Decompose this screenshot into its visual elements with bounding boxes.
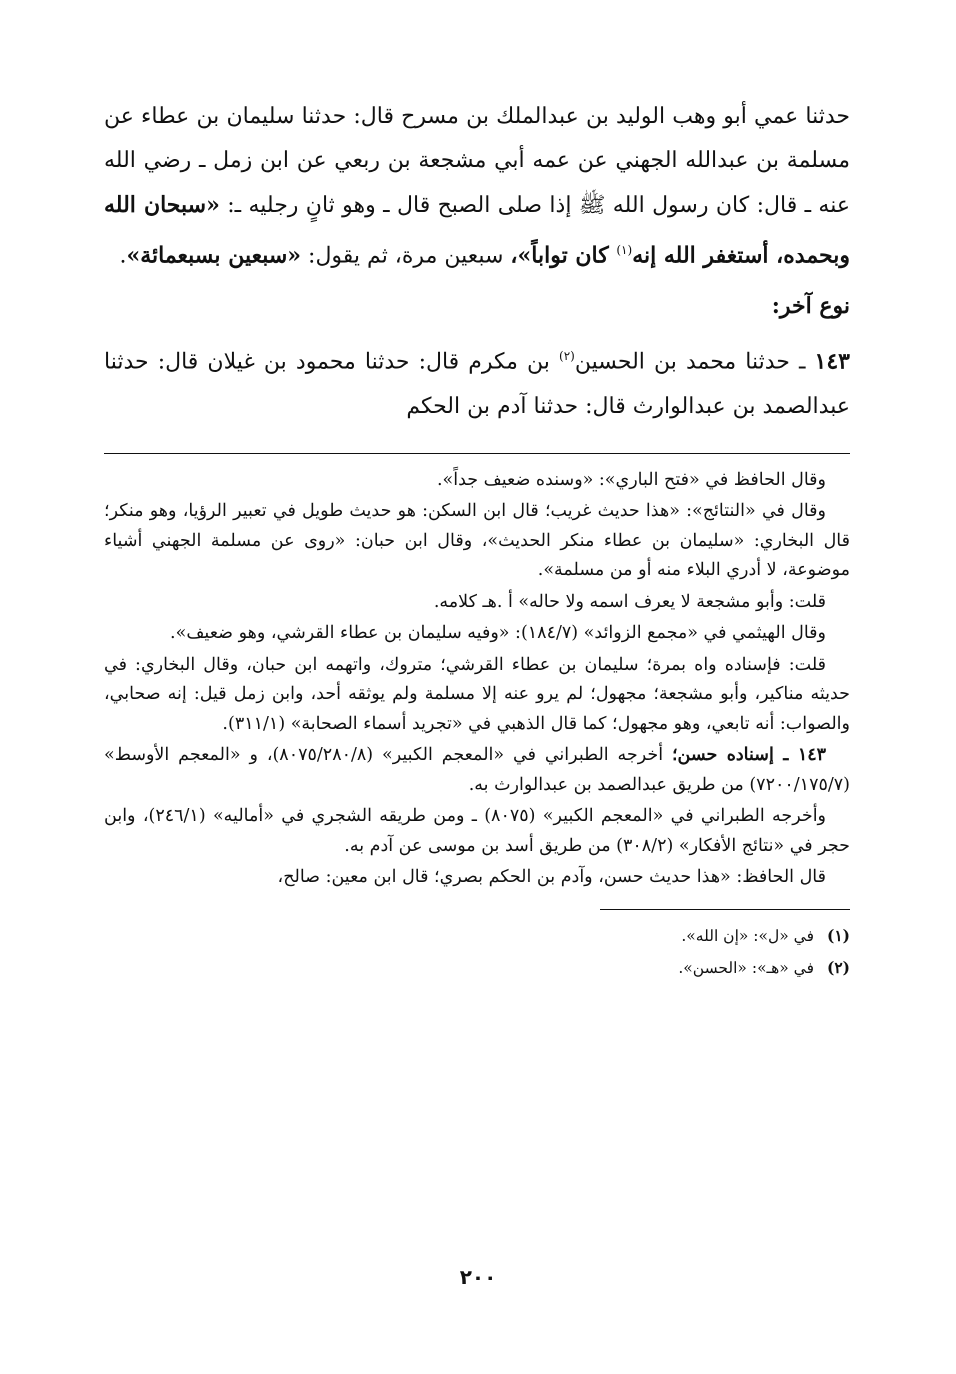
page-body bbox=[104, 95, 850, 984]
note-143-text: أخرجه الطبراني في «المعجم الكبير» (٨٠٧٥/٢٨٠/٨)، و «المعجم الأوسط» (٧٢٠٠/١٧٥/٧) من طريق عبدالصمد بن عبدالوارث به. bbox=[104, 745, 850, 795]
section-heading: نوع آخر: bbox=[771, 293, 850, 320]
section-divider bbox=[104, 453, 850, 454]
note-143 bbox=[104, 741, 850, 800]
footnotes bbox=[104, 920, 850, 984]
note-paragraph: وأخرجه الطبراني في «المعجم الكبير» (٨٠٧٥) ـ ومن طريقه الشجري في «أماليه» (٢٤٦/١)، وابن حجر في «نتائج الأفكار» (٣٠٨/٢) من طريق أسد بن موسى عن آدم به. bbox=[104, 806, 850, 856]
footnote-number: (١) bbox=[826, 925, 850, 945]
hadith-143-text-2: بن مكرم قال: حدثنا محمود بن غيلان قال: حدثنا عبدالصمد بن عبدالوارث قال: حدثنا آدم بن الحكم bbox=[104, 349, 850, 419]
hadith-number: ١٤٣ bbox=[814, 348, 850, 375]
hadith-text-2: سبعين مرة، ثم يقول: bbox=[301, 243, 511, 269]
hadith-143 bbox=[104, 334, 850, 428]
main-text bbox=[104, 95, 850, 429]
hadith-text-3: . bbox=[119, 243, 127, 269]
note-paragraph: قلت: فإسناده واه بمرة؛ سليمان بن عطاء القرشي؛ متروك، واتهمه ابن حبان، وقال البخاري: في حديثه مناكير، وأبو مشجعة؛ مجهول؛ لم يرو عنه إلا مسلمة ولم يوثقه أحد، وابن زمل قيل: إنه صحابي، والصواب: أنه تابعي، وهو مجهول؛ كما قال الذهبي في «تجريد أسماء الصحابة» (٣١١/١). bbox=[104, 654, 850, 734]
footnote-item bbox=[104, 920, 850, 952]
note-paragraph: وقال الهيثمي في «مجمع الزوائد» (١٨٤/٧): «وفيه سليمان بن عطاء القرشي، وهو ضعيف». bbox=[170, 623, 826, 644]
hadith-143-text: ـ حدثنا محمد بن الحسين bbox=[574, 349, 815, 375]
note-paragraph: قال الحافظ: «هذا حديث حسن، وآدم بن الحكم بصري؛ قال ابن معين: صالح، bbox=[277, 867, 826, 888]
footnote-text: في «هـ»: «الحسن». bbox=[678, 958, 814, 977]
note-grade: ـ إسناده حسن؛ bbox=[671, 745, 798, 766]
footnote-item bbox=[104, 952, 850, 984]
page-number: ٢٠٠ bbox=[459, 1265, 497, 1289]
hadith-quote-2: «سبعين بسبعمائة» bbox=[126, 242, 302, 269]
footnote-text: في «ل»: «إن الله». bbox=[681, 926, 814, 945]
hadith-text: حدثنا عمي أبو وهب الوليد بن عبدالملك بن مسرح قال: حدثنا سليمان بن عطاء عن مسلمة بن عبدالله الجهني عن عمه أبي مشجعة بن ربعي عن ابن زمل ـ رضي الله عنه ـ قال: كان رسول الله ﷺ إذا صلى الصبح قال ـ وهو ثانٍ رجليه ـ: bbox=[104, 104, 850, 218]
footnote-ref-1: (١) bbox=[616, 243, 633, 257]
hadith-quote: «سبحان الله وبحمده، أستغفر الله إنه bbox=[104, 192, 850, 269]
hadith-paragraph bbox=[104, 95, 850, 278]
note-paragraph: قلت: وأبو مشجعة لا يعرف اسمه ولا حاله» أ .هـ كلامه. bbox=[433, 591, 826, 612]
footnote-divider bbox=[600, 909, 850, 910]
footnote-ref-2: (٢) bbox=[559, 349, 575, 364]
commentary bbox=[104, 466, 850, 893]
note-number: ١٤٣ bbox=[797, 745, 827, 766]
note-paragraph: وقال في «النتائج»: «هذا حديث غريب؛ قال ابن السكن: هو حديث طويل في تعبير الرؤيا، وهو منكر؛ قال البخاري: «سليمان بن عطاء منكر الحديث»، وقال ابن حبان: «روى عن مسلمة الجهني أشياء موضوعة، لا أدري البلاء منه أو من مسلمة». bbox=[104, 501, 850, 581]
hadith-quote-end: كان تواباً»، bbox=[510, 242, 617, 269]
footnote-number: (٢) bbox=[826, 957, 850, 977]
note-paragraph: وقال الحافظ في «فتح الباري»: «وسنده ضعيف جداً». bbox=[436, 469, 826, 490]
